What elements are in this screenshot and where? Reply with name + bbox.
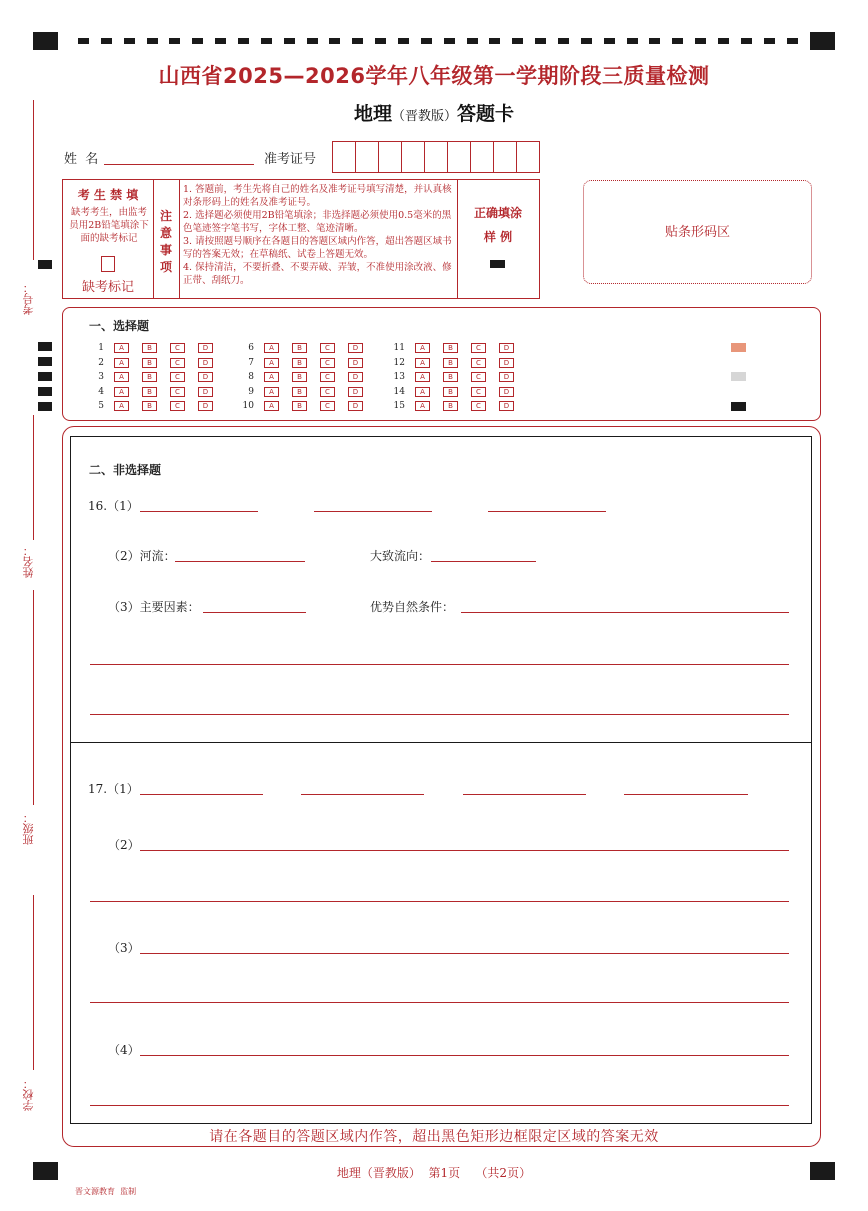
- timing-mark-row: [78, 38, 798, 46]
- bubble-option-c[interactable]: C: [170, 343, 185, 353]
- id-digit-box: [402, 142, 425, 172]
- absent-mark-label: 缺考标记: [81, 280, 134, 295]
- question-number: 3: [98, 372, 104, 382]
- sample-cell: [457, 180, 539, 298]
- question-number: 13: [393, 372, 405, 382]
- absent-checkbox[interactable]: [101, 256, 115, 272]
- question-number: 2: [98, 358, 104, 368]
- bubble-option-b[interactable]: B: [142, 372, 157, 382]
- q16-part1-label: 16.（1）: [88, 499, 139, 513]
- side-label-name: 姓名：: [22, 545, 35, 578]
- bubble-option-c[interactable]: C: [320, 401, 335, 411]
- id-digit-box: [356, 142, 379, 172]
- choice-question-row: [389, 400, 527, 412]
- q16-flow-blank[interactable]: [431, 547, 536, 562]
- q17-part2-label: （2）: [108, 838, 140, 852]
- choice-section-title: 一、选择题: [89, 319, 150, 333]
- side-mark: [38, 402, 52, 411]
- q17-part2-line[interactable]: [140, 836, 789, 851]
- q16-part1-blank-2[interactable]: [314, 497, 432, 512]
- bubble-option-a[interactable]: A: [415, 387, 430, 397]
- id-digit-box: [517, 142, 539, 172]
- page-info: 地理（晋教版） 第1页 （共2页）: [336, 1166, 532, 1180]
- bubble-option-d[interactable]: D: [348, 401, 363, 411]
- choice-question-row: [389, 371, 527, 383]
- bubble-option-a[interactable]: A: [415, 372, 430, 382]
- notes-list: [183, 183, 455, 287]
- name-field[interactable]: [104, 148, 254, 165]
- bubble-option-a[interactable]: A: [415, 401, 430, 411]
- bubble-option-a[interactable]: A: [114, 343, 129, 353]
- id-digit-box: [494, 142, 517, 172]
- bubble-option-c[interactable]: C: [170, 372, 185, 382]
- bubble-option-b[interactable]: B: [443, 372, 458, 382]
- side-mark: [38, 260, 52, 269]
- bubble-option-a[interactable]: A: [264, 358, 279, 368]
- bubble-option-d[interactable]: D: [198, 372, 213, 382]
- bubble-option-c[interactable]: C: [471, 372, 486, 382]
- note-item: 3. 请按照题号顺序在各题目的答题区域内作答，超出答题区域书写的答案无效；在草稿纸、试卷上答题无效。: [183, 236, 452, 260]
- bubble-option-a[interactable]: A: [114, 372, 129, 382]
- subject: 地理: [353, 103, 392, 125]
- q16-advantage-blank[interactable]: [461, 598, 789, 613]
- barcode-area: [583, 180, 812, 284]
- choice-question-row: [389, 357, 527, 369]
- forbidden-title: 考 生 禁 填: [77, 188, 139, 202]
- q16-flow-label: 大致流向：: [370, 549, 431, 563]
- color-mark-3: [731, 402, 746, 411]
- bubble-option-b[interactable]: B: [142, 387, 157, 397]
- bubble-option-d[interactable]: D: [348, 343, 363, 353]
- question-number: 8: [248, 372, 254, 382]
- side-line: [33, 590, 34, 805]
- bubble-option-c[interactable]: C: [471, 358, 486, 368]
- bubble-option-d[interactable]: D: [198, 343, 213, 353]
- bubble-option-a[interactable]: A: [415, 343, 430, 353]
- question-number: 10: [242, 401, 254, 411]
- bubble-option-d[interactable]: D: [198, 358, 213, 368]
- exam-title: 山西省2025—2026学年八年级第一学期阶段三质量检测: [158, 64, 710, 88]
- choice-question-row: [238, 371, 376, 383]
- forbidden-text: 缺考考生，由监考员用2B铅笔填涂下面的缺考标记: [69, 207, 149, 244]
- bubble-option-a[interactable]: A: [264, 387, 279, 397]
- bubble-option-d[interactable]: D: [198, 387, 213, 397]
- q16-part3-label: （3）主要因素：: [108, 600, 200, 614]
- q16-advantage-label: 优势自然条件：: [370, 600, 455, 614]
- bubble-option-c[interactable]: C: [320, 387, 335, 397]
- bubble-option-a[interactable]: A: [264, 401, 279, 411]
- color-mark-2: [731, 372, 746, 381]
- id-digit-box: [448, 142, 471, 172]
- bubble-option-d[interactable]: D: [499, 372, 514, 382]
- bubble-option-b[interactable]: B: [443, 358, 458, 368]
- bubble-option-c[interactable]: C: [170, 401, 185, 411]
- choice-question-row: [88, 357, 226, 369]
- bubble-option-b[interactable]: B: [443, 387, 458, 397]
- q17-part2-line[interactable]: [90, 887, 789, 902]
- q16-part1-blank-1[interactable]: [140, 497, 258, 512]
- question-number: 7: [248, 358, 254, 368]
- q16-part2-label: （2）河流：: [108, 549, 176, 563]
- id-digit-box: [333, 142, 356, 172]
- q16-part1-blank-3[interactable]: [488, 497, 606, 512]
- q16-factor-blank[interactable]: [203, 598, 306, 613]
- registration-mark-top-left: [33, 32, 58, 50]
- bubble-option-a[interactable]: A: [114, 401, 129, 411]
- bubble-option-b[interactable]: B: [292, 401, 307, 411]
- bubble-option-b[interactable]: B: [142, 343, 157, 353]
- side-mark: [38, 357, 52, 366]
- open-section-title: 二、非选择题: [89, 463, 162, 477]
- side-mark: [38, 387, 52, 396]
- side-mark: [38, 372, 52, 381]
- bubble-option-a[interactable]: A: [114, 358, 129, 368]
- q16-answer-line[interactable]: [90, 650, 789, 665]
- side-line: [33, 415, 34, 540]
- side-label-exam-no: 考号：: [22, 282, 35, 315]
- bubble-option-b[interactable]: B: [443, 343, 458, 353]
- bubble-option-b[interactable]: B: [142, 358, 157, 368]
- edition: （晋教版）: [391, 109, 457, 124]
- q17-part4-line[interactable]: [140, 1041, 789, 1056]
- bubble-option-c[interactable]: C: [320, 372, 335, 382]
- q17-part1-blank-2[interactable]: [301, 780, 424, 795]
- choice-question-row: [88, 342, 226, 354]
- bubble-option-b[interactable]: B: [292, 343, 307, 353]
- bubble-option-c[interactable]: C: [170, 358, 185, 368]
- choice-question-row: [238, 386, 376, 398]
- bubble-option-b[interactable]: B: [292, 358, 307, 368]
- registration-mark-top-right: [810, 32, 835, 50]
- question-number: 4: [98, 387, 104, 397]
- bubble-option-d[interactable]: D: [348, 372, 363, 382]
- card-label: 答题卡: [457, 103, 515, 125]
- bubble-option-c[interactable]: C: [320, 343, 335, 353]
- q17-part1-blank-3[interactable]: [463, 780, 586, 795]
- bubble-option-d[interactable]: D: [348, 358, 363, 368]
- choice-question-row: [238, 400, 376, 412]
- choice-question-row: [88, 400, 226, 412]
- q17-part1-label: 17.（1）: [88, 782, 139, 796]
- q17-part3-label: （3）: [108, 941, 140, 955]
- color-mark-1: [731, 343, 746, 352]
- bubble-option-d[interactable]: D: [499, 358, 514, 368]
- bubble-option-d[interactable]: D: [499, 387, 514, 397]
- choice-question-row: [88, 371, 226, 383]
- q17-part4-label: （4）: [108, 1043, 140, 1057]
- bubble-option-d[interactable]: D: [499, 343, 514, 353]
- publisher-brand: 晋文源教育 监制: [75, 1187, 137, 1196]
- bubble-option-a[interactable]: A: [264, 372, 279, 382]
- bubble-option-c[interactable]: C: [320, 358, 335, 368]
- q17-part1-blank-4[interactable]: [624, 780, 748, 795]
- question-divider: [70, 742, 812, 743]
- sample-filled-mark: [490, 260, 505, 268]
- bubble-option-a[interactable]: A: [264, 343, 279, 353]
- sample-title-1: 正确填涂: [473, 206, 522, 220]
- bubble-option-b[interactable]: B: [443, 401, 458, 411]
- side-mark: [38, 342, 52, 351]
- side-label-school: 学校：: [22, 1078, 35, 1111]
- choice-question-row: [88, 386, 226, 398]
- q17-part3-line[interactable]: [140, 939, 789, 954]
- q17-part3-line[interactable]: [90, 988, 789, 1003]
- notes-cell: [179, 180, 458, 298]
- exam-id-boxes[interactable]: [332, 141, 540, 173]
- barcode-label: 贴条形码区: [664, 225, 730, 240]
- bubble-option-c[interactable]: C: [471, 401, 486, 411]
- choice-question-row: [238, 357, 376, 369]
- question-number: 14: [393, 387, 405, 397]
- side-label-class: 班级：: [22, 812, 35, 845]
- exam-id-label: 准考证号: [264, 152, 317, 167]
- bubble-option-b[interactable]: B: [142, 401, 157, 411]
- q17-part1-blank-1[interactable]: [140, 780, 263, 795]
- note-item: 1. 答题前，考生先将自己的姓名及准考证号填写清楚，并认真核对条形码上的姓名及准考证号。: [183, 184, 452, 208]
- sample-title-2: 样 例: [483, 230, 513, 244]
- id-digit-box: [471, 142, 494, 172]
- bubble-option-d[interactable]: D: [499, 401, 514, 411]
- card-title: [0, 99, 868, 126]
- q16-river-blank[interactable]: [175, 547, 305, 562]
- bubble-option-c[interactable]: C: [471, 387, 486, 397]
- notes-title: 注意事项: [159, 209, 172, 274]
- question-number: 11: [393, 343, 405, 353]
- bubble-option-b[interactable]: B: [292, 387, 307, 397]
- question-number: 15: [393, 401, 405, 411]
- bubble-option-a[interactable]: A: [415, 358, 430, 368]
- bubble-option-b[interactable]: B: [292, 372, 307, 382]
- bubble-option-c[interactable]: C: [471, 343, 486, 353]
- bubble-option-d[interactable]: D: [348, 387, 363, 397]
- note-item: 2. 选择题必须使用2B铅笔填涂；非选择题必须使用0.5毫米的黑色笔迹签字笔书写，字体工整、笔迹清晰。: [183, 210, 452, 234]
- q17-part4-line[interactable]: [90, 1091, 789, 1106]
- bubble-option-d[interactable]: D: [198, 401, 213, 411]
- id-digit-box: [425, 142, 448, 172]
- q16-answer-line[interactable]: [90, 700, 789, 715]
- question-number: 6: [248, 343, 254, 353]
- name-label: 姓 名: [64, 152, 99, 167]
- id-digit-box: [379, 142, 402, 172]
- notice-box: [62, 179, 540, 299]
- answer-region-warning: 请在各题目的答题区域内作答，超出黑色矩形边框限定区域的答案无效: [209, 1129, 659, 1145]
- bubble-option-c[interactable]: C: [170, 387, 185, 397]
- question-number: 1: [98, 343, 104, 353]
- bubble-option-a[interactable]: A: [114, 387, 129, 397]
- side-line: [33, 895, 34, 1070]
- note-item: 4. 保持清洁，不要折叠、不要弄破、弄皱，不准使用涂改液、修正带、刮纸刀。: [183, 262, 452, 286]
- question-number: 12: [393, 358, 405, 368]
- question-number: 9: [248, 387, 254, 397]
- forbidden-cell: [63, 180, 154, 298]
- choice-question-row: [238, 342, 376, 354]
- choice-question-row: [389, 386, 527, 398]
- question-number: 5: [98, 401, 104, 411]
- notes-title-cell: [153, 180, 180, 298]
- choice-question-row: [389, 342, 527, 354]
